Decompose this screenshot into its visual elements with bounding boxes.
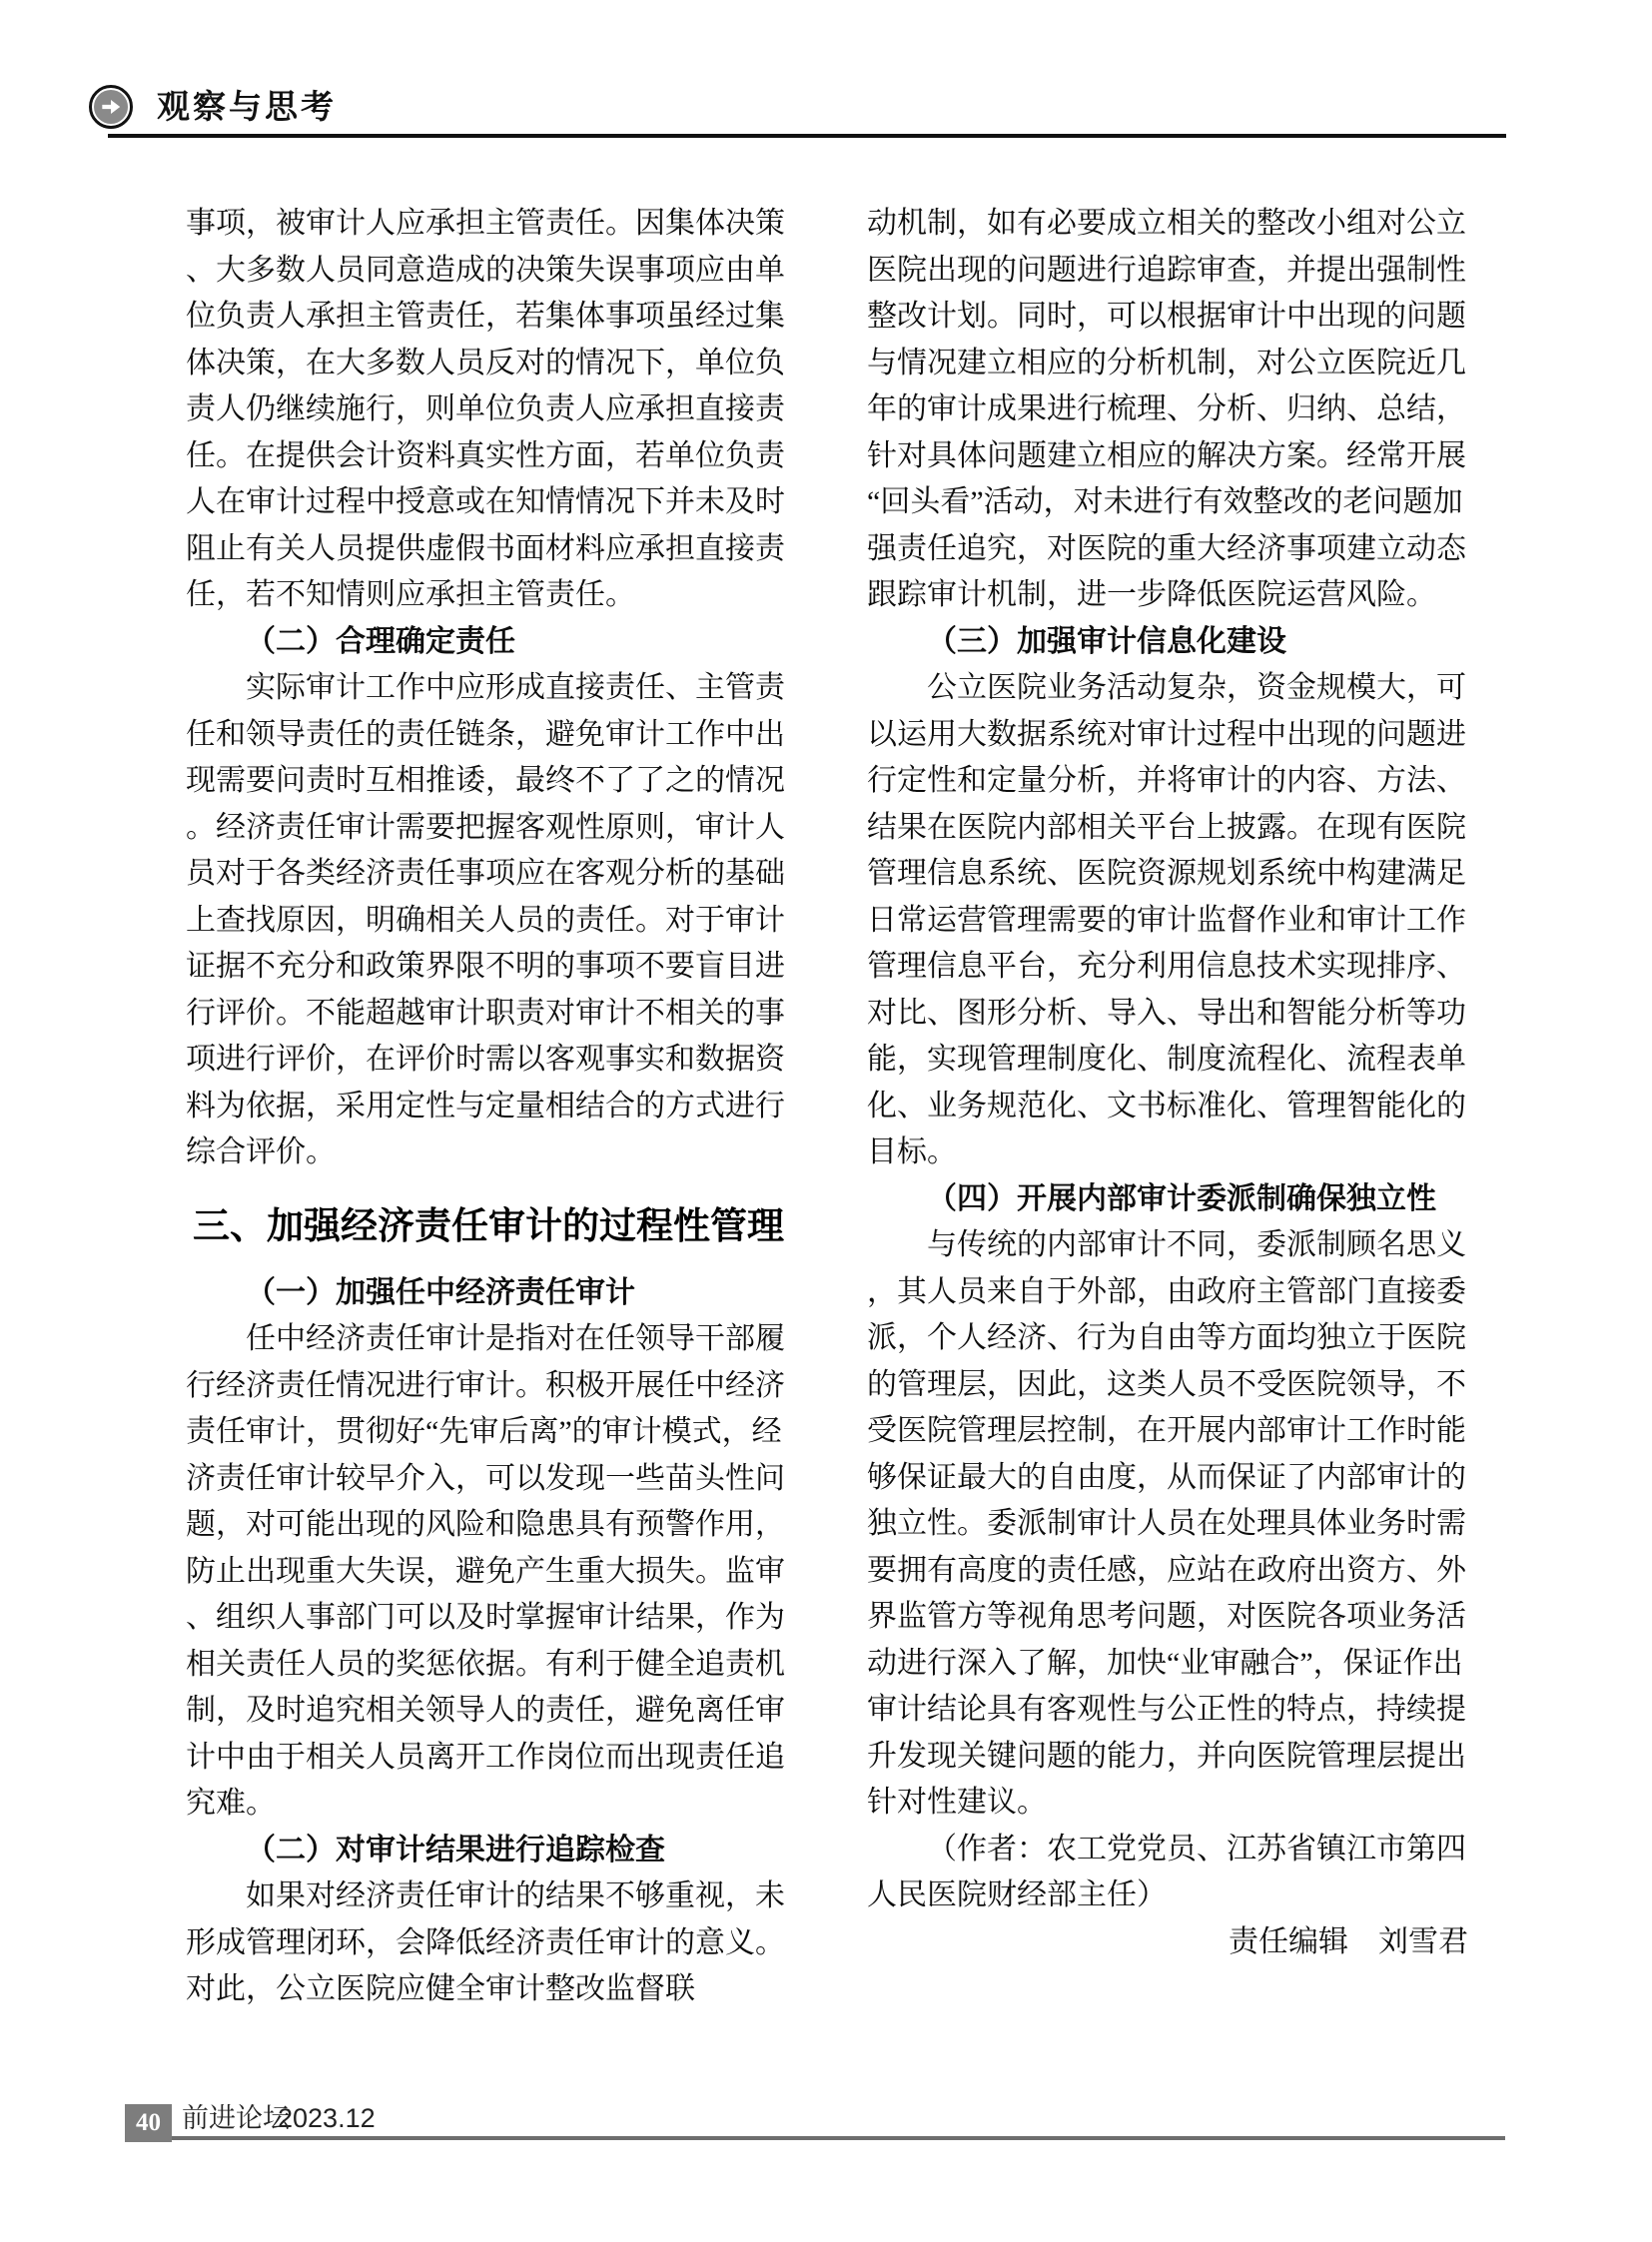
editor-credit: 责任编辑 刘雪君 (1229, 1924, 1468, 1958)
sub-heading: （二）对审计结果进行追踪检查 (246, 1833, 665, 1867)
paragraph: 动机制，如有必要成立相关的整改小组对公立医院出现的问题进行追踪审查，并提出强制性整改计划。同时，可以根据审计中出现的问题与情况建立相应的分析机制，对公立医院近几年的审计成果进行梳理、分析、归纳、总结，针对具体问题建立相应的解决方案。经常开展“回头看”活动，对未进行有效整改的老问题加强责任追究，对医院的重大经济事项建立动态跟踪审计机制，进一步降低医院运营风险。 (867, 207, 1466, 611)
paragraph: 公立医院业务活动复杂，资金规模大，可以运用大数据系统对审计过程中出现的问题进行定性和定量分析，并将审计的内容、方法、结果在医院内部相关平台上披露。在现有医院管理信息系统、医院资源规划系统中构建满足日常运营管理需要的审计监督作业和审计工作管理信息平台，充分利用信息技术实现排序、对比、图形分析、导入、导出和智能分析等功能，实现管理制度化、制度流程化、流程表单化、业务规范化、文书标准化、管理智能化的目标。 (867, 671, 1466, 1168)
arrow-right-icon (94, 90, 128, 124)
issue-date: 2023.12 (278, 2103, 376, 2133)
section-label: 观察与思考 (157, 88, 337, 125)
arrow-right-circle-icon (89, 85, 133, 129)
paragraph: 如果对经济责任审计的结果不够重视，未形成管理闭环，会降低经济责任审计的意义。对此，公立医院应健全审计整改监督联 (186, 1879, 785, 2005)
page-number-badge: 40 (125, 2104, 172, 2142)
journal-name: 前进论坛 (182, 2103, 290, 2133)
paragraph: 任中经济责任审计是指对在任领导干部履行经济责任情况进行审计。积极开展任中经济责任审计，贯彻好“先审后离”的审计模式，经济责任审计较早介入，可以发现一些苗头性问题，对可能出现的风险和隐患具有预警作用，防止出现重大失误，避免产生重大损失。监审、组织人事部门可以及时掌握审计结果，作为相关责任人员的奖惩依据。有利于健全追责机制，及时追究相关领导人的责任，避免离任审计中由于相关人员离开工作岗位而出现责任追究难。 (186, 1322, 785, 1820)
sub-heading: （三）加强审计信息化建设 (927, 624, 1286, 658)
section-heading: 三、加强经济责任审计的过程性管理 (193, 1204, 784, 1246)
right-column (867, 201, 1472, 1965)
sub-heading: （一）加强任中经济责任审计 (246, 1275, 635, 1309)
footer-rule (172, 2136, 1505, 2140)
left-column (186, 201, 791, 2013)
header-rule (108, 134, 1506, 138)
paragraph: 与传统的内部审计不同，委派制顾名思义，其人员来自于外部，由政府主管部门直接委派，个人经济、行为自由等方面均独立于医院的管理层，因此，这类人员不受医院领导，不受医院管理层控制，在开展内部审计工作时能够保证最大的自由度，从而保证了内部审计的独立性。委派制审计人员在处理具体业务时需要拥有高度的责任感，应站在政府出资方、外界监管方等视角思考问题，对医院各项业务活动进行深入了解，加快“业审融合”，保证作出审计结论具有客观性与公正性的特点，持续提升发现关键问题的能力，并向医院管理层提出针对性建议。 (867, 1228, 1466, 1819)
paragraph: 实际审计工作中应形成直接责任、主管责任和领导责任的责任链条，避免审计工作中出现需要问责时互相推诿，最终不了了之的情况。经济责任审计需要把握客观性原则，审计人员对于各类经济责任事项应在客观分析的基础上查找原因，明确相关人员的责任。对于审计证据不充分和政策界限不明的事项不要盲目进行评价。不能超越审计职责对审计不相关的事项进行评价，在评价时需以客观事实和数据资料为依据，采用定性与定量相结合的方式进行综合评价。 (186, 671, 785, 1168)
author-note: （作者：农工党党员、江苏省镇江市第四人民医院财经部主任） (867, 1832, 1466, 1911)
paragraph: 事项，被审计人应承担主管责任。因集体决策、大多数人员同意造成的决策失误事项应由单位负责人承担主管责任，若集体事项虽经过集体决策，在大多数人员反对的情况下，单位负责人仍继续施行，则单位负责人应承担直接责任。在提供会计资料真实性方面，若单位负责人在审计过程中授意或在知情情况下并未及时阻止有关人员提供虚假书面材料应承担直接责任，若不知情则应承担主管责任。 (186, 207, 785, 611)
sub-heading: （二）合理确定责任 (246, 624, 515, 658)
sub-heading: （四）开展内部审计委派制确保独立性 (927, 1181, 1436, 1215)
